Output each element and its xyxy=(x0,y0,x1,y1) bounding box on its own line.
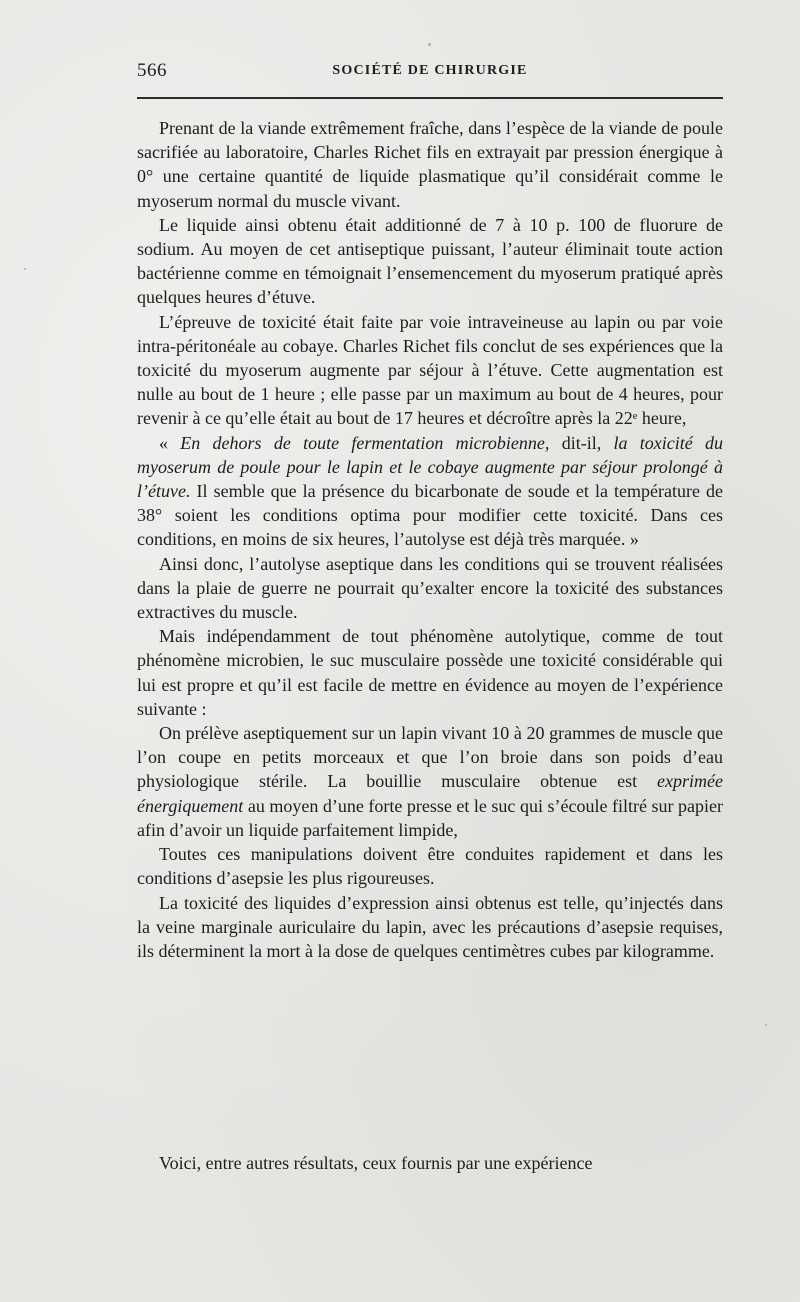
paper-speck xyxy=(428,43,431,46)
paragraph-1: Prenant de la viande extrêmement fraîche, dans l’espèce de la viande de poule sacrifiée au laboratoire, Charles Richet fils en extrayait par pression énergique à 0° une certaine quantité de liquide plasmatique qu’il considérait comme le myoserum normal du muscle vivant. xyxy=(137,118,723,211)
running-title: SOCIÉTÉ DE CHIRURGIE xyxy=(332,63,528,78)
final-line: Voici, entre autres résultats, ceux fournis par une expérience xyxy=(159,1153,593,1173)
paper-speck xyxy=(765,1024,767,1026)
paragraph-6: Mais indépendamment de tout phénomène autolytique, comme de tout phénomène microbien, le suc musculaire possède une toxicité considérable qui lui est propre et qu’il est facile de mettre en évidence au moyen de l’expérience suivante : xyxy=(137,626,723,719)
quote-rest: Il semble que la présence du bicarbonate de soude et la température de 38° soient les conditions optima pour modifier cette toxicité. Dans ces conditions, en moins de six heures, l’autolyse est déjà très marquée. » xyxy=(137,481,723,550)
paragraph-7-italic: exprimée énergiquement xyxy=(137,771,723,816)
page-number: 566 xyxy=(137,60,167,81)
paragraph-9: La toxicité des liquides d’expression ainsi obtenus est telle, qu’injectés dans la veine marginale auriculaire du lapin, avec les précautions d’asepsie requises, ils déterminent la mort à la dose de quelques centimètres cubes par kilogramme. xyxy=(137,892,723,961)
quote-open: « xyxy=(159,432,181,453)
body-text xyxy=(137,116,723,963)
quote-italic-1: En dehors de toute fermentation microbienne, xyxy=(180,432,550,453)
quote-italic-2: la toxicité du myoserum de poule pour le lapin et le cobaye augmente par séjour prolongé à l’étuve. xyxy=(137,432,723,502)
paragraph-2: Le liquide ainsi obtenu était additionné de 7 à 10 p. 100 de fluorure de sodium. Au moyen de cet antiseptique puissant, l’auteur éliminait toute action bactérienne comme en témoignait l’ensemencement du myoserum pratiqué après quelques heures d’étuve. xyxy=(137,214,723,308)
paper-speck xyxy=(24,268,26,270)
paragraph-7-after: au moyen d’une forte presse et le suc qui s’écoule filtré sur papier afin d’avoir un liquide parfaitement limpide, xyxy=(137,795,723,840)
paragraph-3: L’épreuve de toxicité était faite par voie intraveineuse au lapin ou par voie intra-péritonéale au cobaye. Charles Richet fils conclut de ses expériences que la toxicité du myoserum augmente par séjour à l’étuve. Cette augmentation est nulle au bout de 1 heure ; elle passe par un maximum au bout de 4 heures, pour revenir à ce qu’elle était au bout de 17 heures et décroître après la 22ᵉ heure, xyxy=(137,311,723,429)
paragraph-4-quote xyxy=(137,431,723,552)
quote-middle: dit-il, xyxy=(549,432,614,453)
header-rule xyxy=(137,97,723,99)
paragraph-5: Ainsi donc, l’autolyse aseptique dans les conditions qui se trouvent réalisées dans la plaie de guerre ne pourrait qu’exalter encore la toxicité des substances extractives du muscle. xyxy=(137,553,723,623)
paragraph-7-before: On prélève aseptiquement sur un lapin vivant 10 à 20 grammes de muscle que l’on coupe en petits morceaux et que l’on broie dans son poids d’eau physiologique stérile. La bouillie musculaire obtenue est xyxy=(137,723,723,792)
paragraph-7 xyxy=(137,721,723,842)
paragraph-8: Toutes ces manipulations doivent être conduites rapidement et dans les conditions d’asepsie les plus rigoureuses. xyxy=(137,844,723,889)
page-header xyxy=(137,60,723,84)
